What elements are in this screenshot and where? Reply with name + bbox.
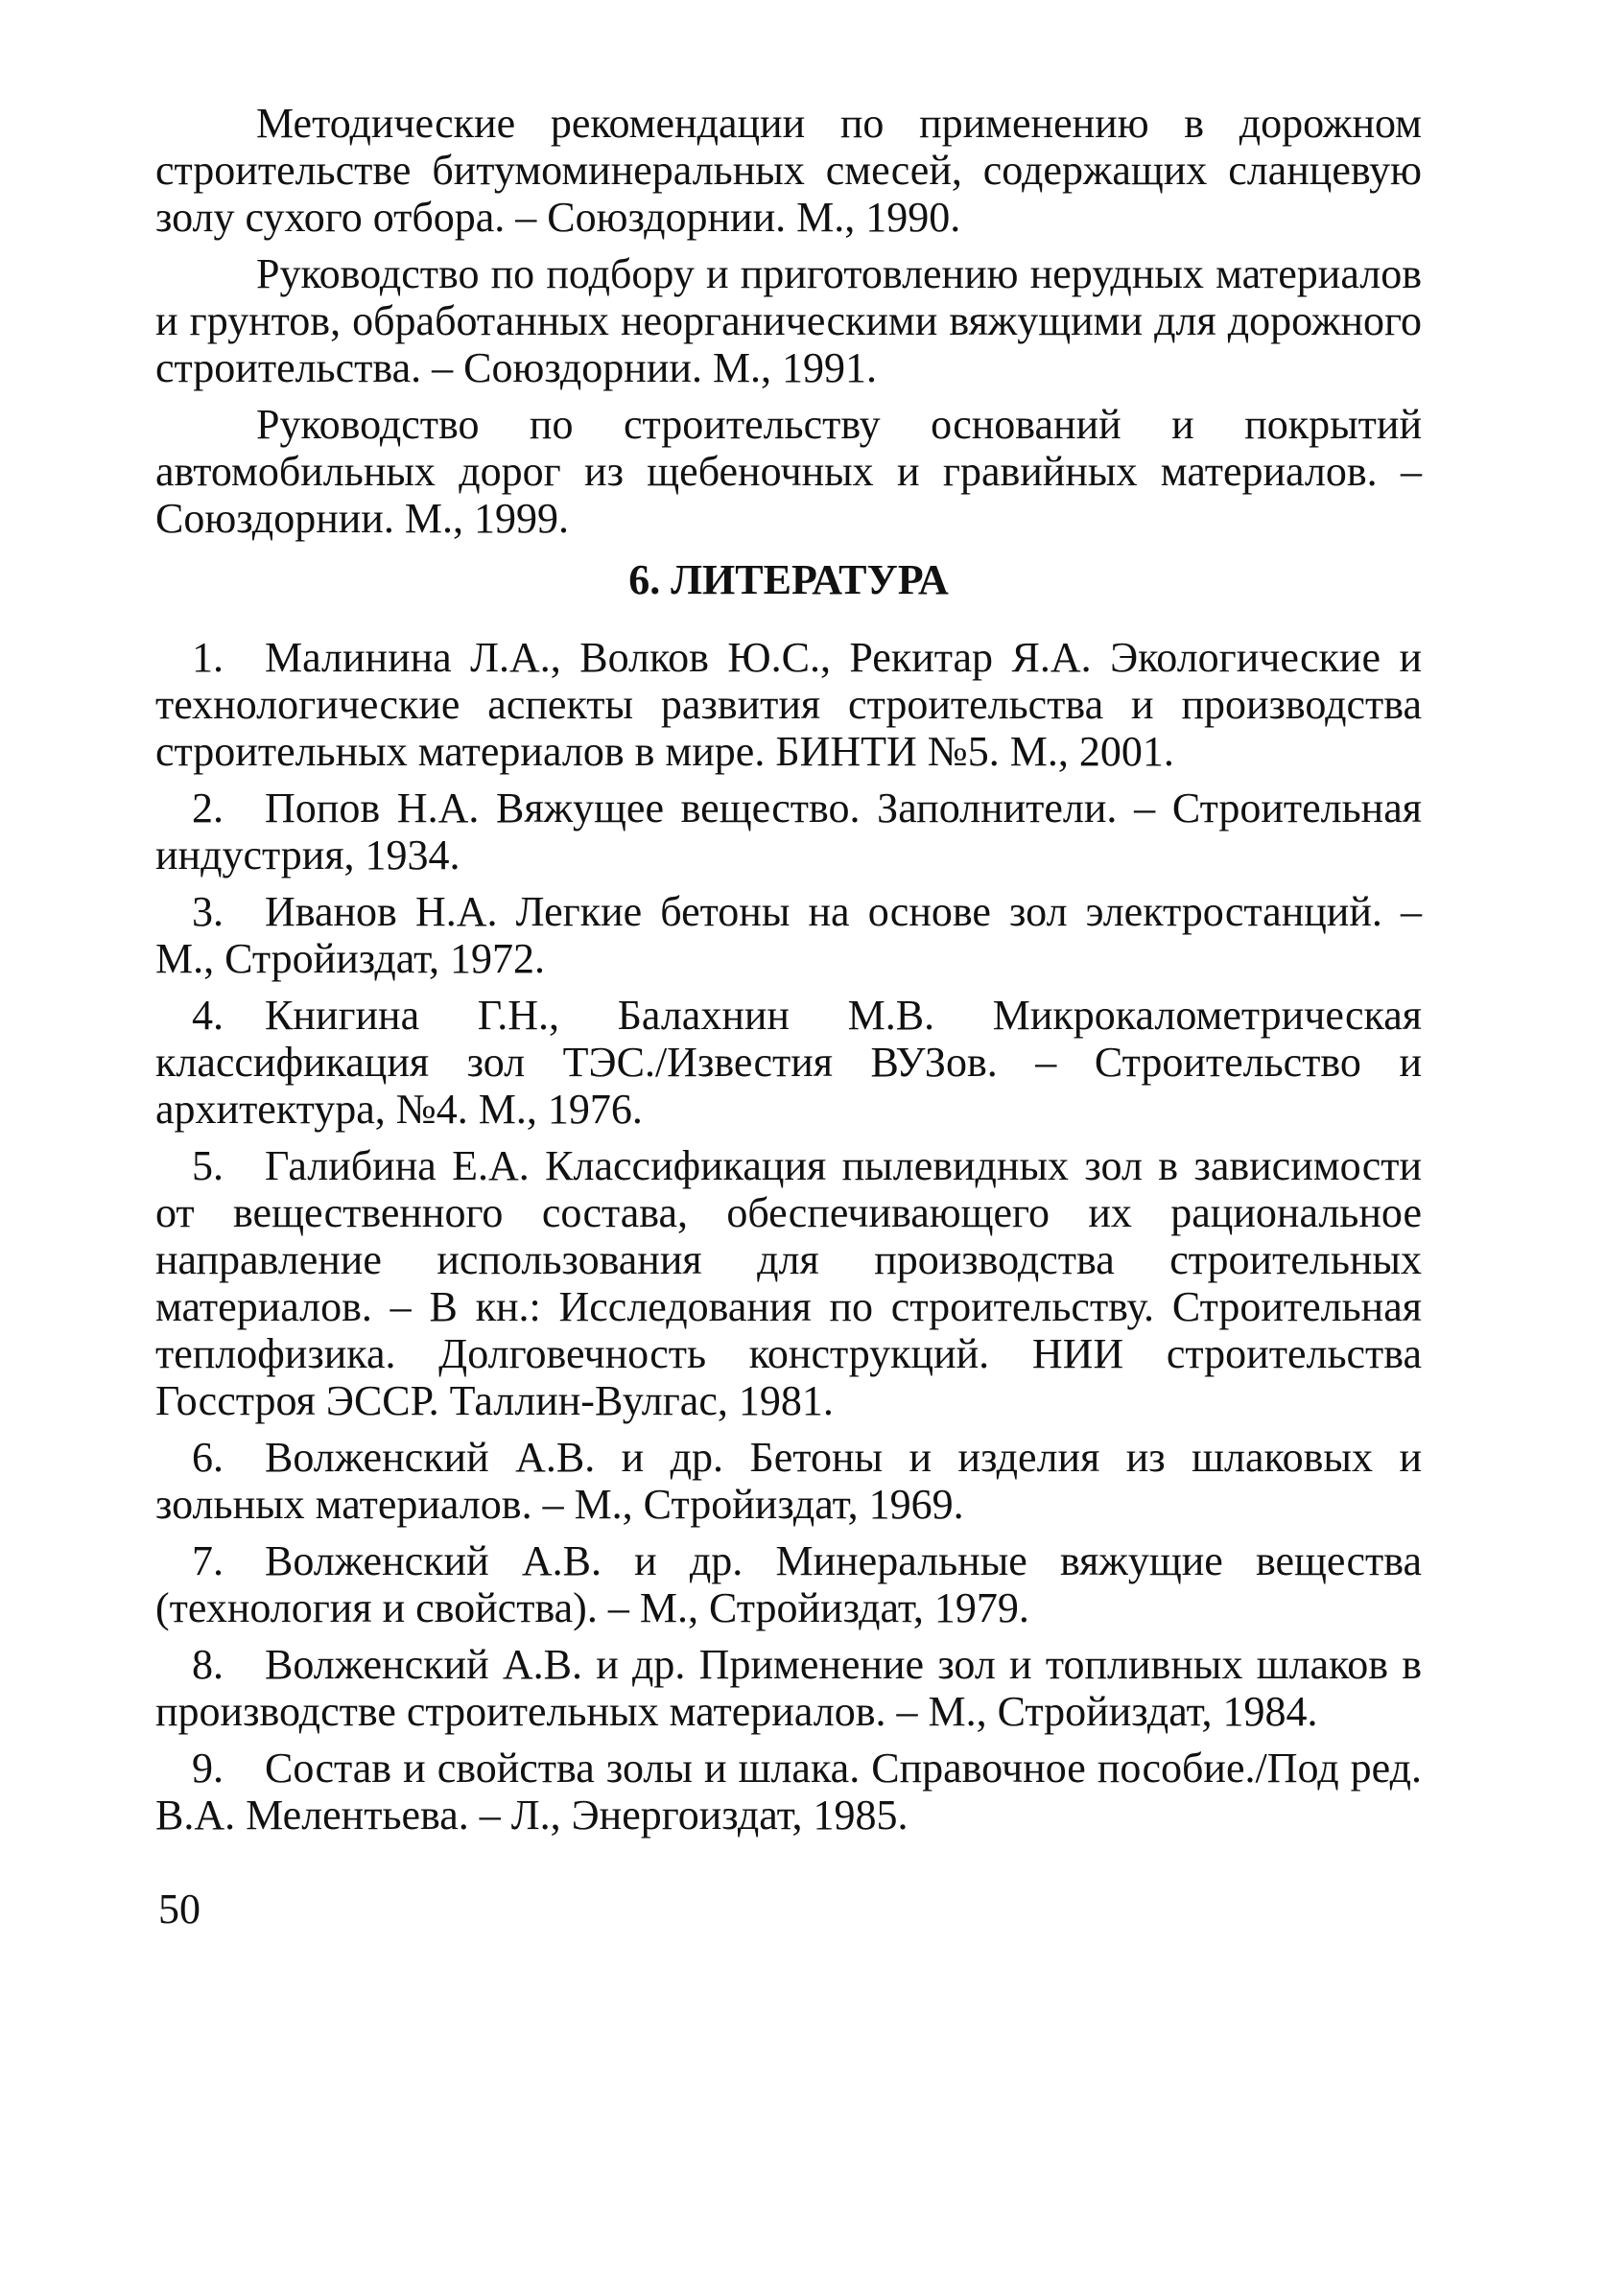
reference-item	[155, 1537, 1422, 1631]
intro-paragraph: Руководство по строительству оснований и покрытий автомобильных дорог из щебеночных и гравийных материалов. – Союздорнии. М., 1999.	[155, 401, 1422, 542]
reference-text: Состав и свойства золы и шлака. Справочное пособие./Под ред. В.А. Мелентьева. – Л., Энергоиздат, 1985.	[155, 1745, 1422, 1839]
reference-number: 5.	[192, 1142, 224, 1189]
reference-item	[155, 1641, 1422, 1735]
reference-text: Галибина Е.А. Классификация пылевидных зол в зависимости от вещественного состава, обеспечивающего их рациональное направление использования для производства строительных материалов. – В кн.: Исследования по строительству. Строительная теплофизика. Долговечность конструкций. НИИ строительства Госстроя ЭССР. Таллин-Вулгас, 1981.	[155, 1142, 1422, 1424]
reference-item	[155, 992, 1422, 1133]
reference-number: 8.	[192, 1641, 224, 1688]
reference-text: Волженский А.В. и др. Применение зол и топливных шлаков в производстве строительных материалов. – М., Стройиздат, 1984.	[155, 1641, 1422, 1735]
reference-text: Иванов Н.А. Легкие бетоны на основе зол электростанций. – М., Стройиздат, 1972.	[155, 888, 1422, 982]
reference-text: Волженский А.В. и др. Минеральные вяжущие вещества (технология и свойства). – М., Стройиздат, 1979.	[155, 1537, 1422, 1631]
section-heading: 6. ЛИТЕРАТУРА	[628, 556, 949, 603]
reference-item	[155, 1142, 1422, 1424]
reference-list	[155, 634, 1422, 1839]
reference-number: 1.	[192, 634, 224, 681]
reference-item	[155, 888, 1422, 982]
reference-number: 6.	[192, 1434, 224, 1481]
page-number: 50	[158, 1886, 201, 1933]
reference-number: 9.	[192, 1745, 224, 1792]
reference-text: Попов Н.А. Вяжущее вещество. Заполнители. – Строительная индустрия, 1934.	[155, 785, 1422, 879]
reference-item	[155, 1745, 1422, 1839]
document-page	[155, 100, 1422, 1848]
reference-text: Книгина Г.Н., Балахнин М.В. Микрокалометрическая классификация зол ТЭС./Известия ВУЗов. – Строительство и архитектура, №4. М., 1976.	[155, 992, 1422, 1133]
reference-item	[155, 634, 1422, 775]
intro-paragraph: Руководство по подбору и приготовлению нерудных материалов и грунтов, обработанных неорганическими вяжущими для дорожного строительства. – Союздорнии. М., 1991.	[155, 250, 1422, 391]
reference-number: 7.	[192, 1537, 224, 1584]
reference-number: 2.	[192, 785, 224, 832]
reference-number: 4.	[192, 992, 224, 1039]
reference-number: 3.	[192, 888, 224, 935]
reference-item	[155, 1434, 1422, 1528]
reference-text: Волженский А.В. и др. Бетоны и изделия из шлаковых и зольных материалов. – М., Стройиздат, 1969.	[155, 1434, 1422, 1528]
reference-text: Малинина Л.А., Волков Ю.С., Рекитар Я.А. Экологические и технологические аспекты развития строительства и производства строительных материалов в мире. БИНТИ №5. М., 2001.	[155, 634, 1422, 775]
intro-paragraph: Методические рекомендации по применению в дорожном строительстве битумоминеральных смесей, содержащих сланцевую золу сухого отбора. – Союздорнии. М., 1990.	[155, 100, 1422, 241]
reference-item	[155, 785, 1422, 879]
